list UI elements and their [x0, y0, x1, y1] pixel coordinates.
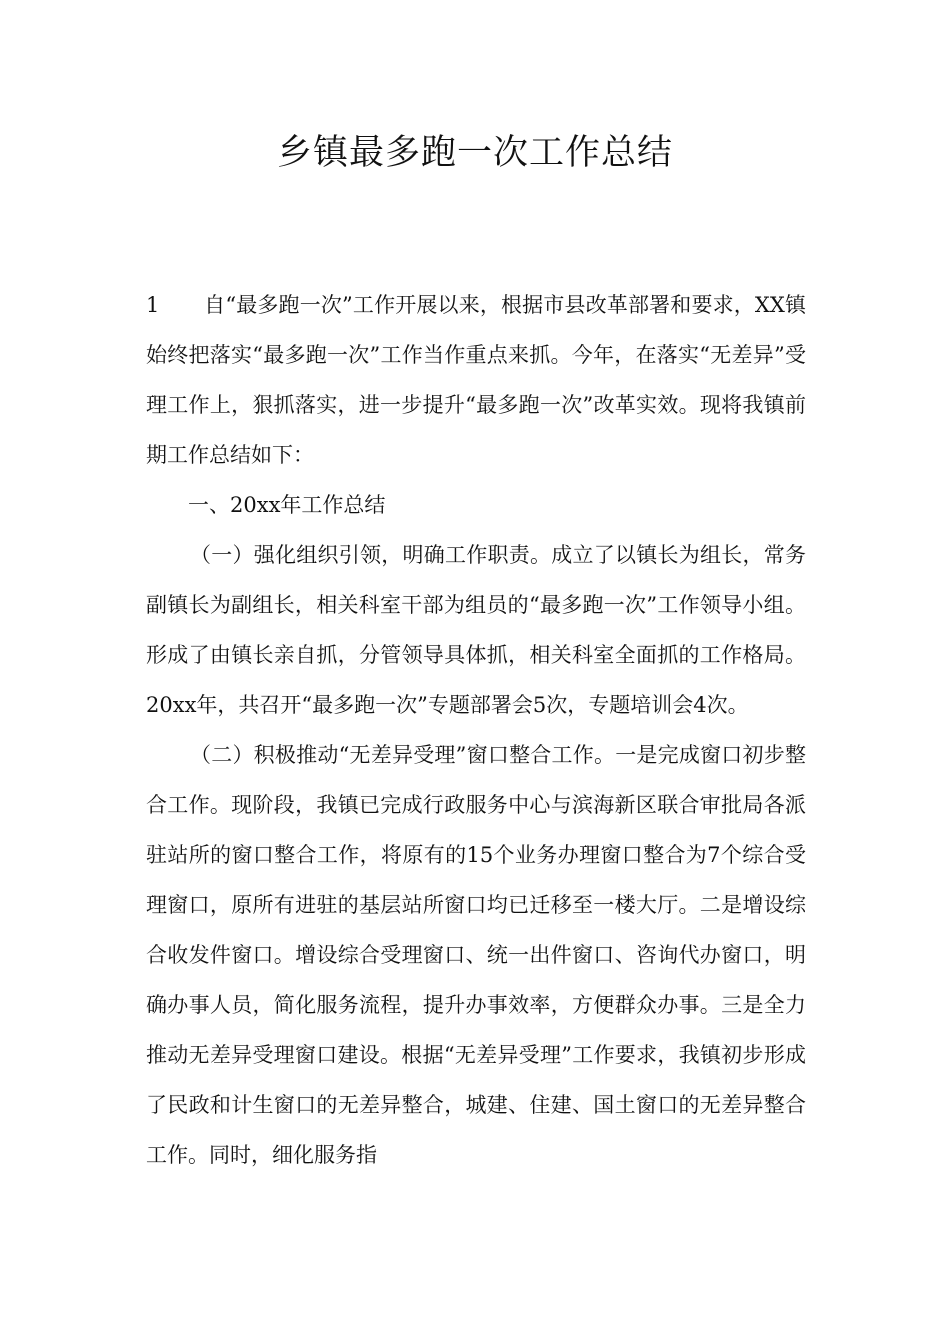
document-body — [146, 280, 806, 1180]
paragraph-intro — [146, 280, 806, 480]
paragraph-text: 自“最多跑一次”工作开展以来，根据市县改革部署和要求，XX镇始终把落实“最多跑一次”工作当作重点来抓。今年，在落实“无差异”受理工作上，狠抓落实，进一步提升“最多跑一次”改革实效。现将我镇前期工作总结如下： — [146, 293, 806, 467]
paragraph-number: 1 — [146, 293, 160, 317]
paragraph-window-integration: （二）积极推动“无差异受理”窗口整合工作。一是完成窗口初步整合工作。现阶段，我镇已完成行政服务中心与滨海新区联合审批局各派驻站所的窗口整合工作，将原有的15个业务办理窗口整合为7个综合受理窗口，原所有进驻的基层站所窗口均已迁移至一楼大厅。二是增设综合收发件窗口。增设综合受理窗口、统一出件窗口、咨询代办窗口，明确办事人员，简化服务流程，提升办事效率，方便群众办事。三是全力推动无差异受理窗口建设。根据“无差异受理”工作要求，我镇初步形成了民政和计生窗口的无差异整合，城建、住建、国土窗口的无差异整合工作。同时，细化服务指 — [146, 743, 806, 1167]
paragraph-organization: （一）强化组织引领，明确工作职责。成立了以镇长为组长，常务副镇长为副组长，相关科室干部为组员的“最多跑一次”工作领导小组。形成了由镇长亲自抓，分管领导具体抓，相关科室全面抓的工作格局。20xx年，共召开“最多跑一次”专题部署会5次，专题培训会4次。 — [146, 543, 806, 717]
document-title: 乡镇最多跑一次工作总结 — [276, 133, 673, 173]
section-heading: 一、20xx年工作总结 — [188, 493, 386, 517]
